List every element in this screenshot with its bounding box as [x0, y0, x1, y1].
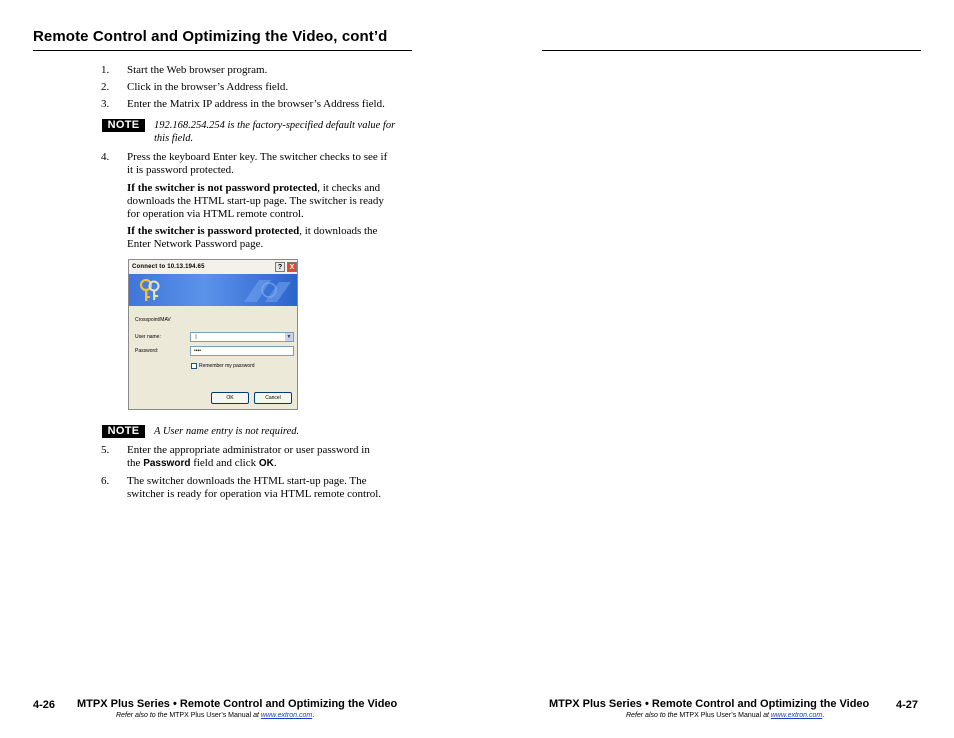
user-name-label: User name: — [135, 334, 161, 340]
close-icon[interactable]: X — [287, 262, 297, 272]
password-value: •••• — [194, 348, 202, 354]
step-number: 2. — [101, 81, 110, 93]
step-number: 4. — [101, 151, 110, 163]
paragraph-line: for operation via HTML remote control. — [127, 208, 304, 220]
footer-title-right: MTPX Plus Series • Remote Control and Optimizing the Video — [549, 698, 870, 710]
step-text: Enter the Matrix IP address in the browser’s Address field. — [127, 98, 385, 110]
remember-password-label: Remember my password — [199, 363, 255, 369]
step-number: 3. — [101, 98, 110, 110]
paragraph-protected: If the switcher is password protected, it downloads the — [127, 225, 378, 237]
help-icon[interactable]: ? — [275, 262, 285, 272]
extron-link[interactable]: www.extron.com — [770, 712, 823, 719]
header-rule-right — [542, 50, 921, 51]
remember-password-checkbox[interactable] — [191, 363, 197, 369]
realm-label: Crosspoint/MAV — [135, 317, 171, 323]
header-rule-left — [33, 50, 412, 51]
step-text: switcher is ready for operation via HTML remote control. — [127, 488, 382, 500]
footer-reference-left: Refer also to the MTPX Plus User’s Manual at www.extron.com. — [116, 712, 315, 719]
step-text: The switcher downloads the HTML start-up page. The — [127, 475, 367, 487]
paragraph-line: downloads the HTML start-up page. The switcher is ready — [127, 195, 384, 207]
dialog-title: Connect to 10.13.194.65 — [129, 260, 297, 274]
step-text: Click in the browser’s Address field. — [127, 81, 289, 93]
keys-icon — [137, 277, 163, 303]
network-password-dialog — [128, 259, 298, 410]
step-text: Enter the appropriate administrator or user password in — [127, 444, 370, 456]
page-title: Remote Control and Optimizing the Video, cont’d — [33, 28, 388, 45]
step-number: 1. — [101, 64, 110, 76]
step-text: the Password field and click OK. — [127, 457, 277, 469]
password-input[interactable] — [190, 346, 294, 356]
extron-link[interactable]: www.extron.com — [260, 712, 313, 719]
user-name-input[interactable] — [190, 332, 294, 342]
user-name-value: | — [194, 334, 197, 340]
step-number: 6. — [101, 475, 110, 487]
note-badge: NOTE — [102, 425, 145, 438]
cancel-button[interactable]: Cancel — [254, 392, 292, 404]
paragraph-not-protected: If the switcher is not password protected, it checks and — [127, 182, 381, 194]
dialog-banner — [129, 274, 297, 306]
step-text: Press the keyboard Enter key. The switcher checks to see if — [127, 151, 388, 163]
password-label: Password: — [135, 348, 159, 354]
step-number: 5. — [101, 444, 110, 456]
footer-title-left: MTPX Plus Series • Remote Control and Optimizing the Video — [77, 698, 398, 710]
note-text: A User name entry is not required. — [154, 426, 300, 437]
page-number-left: 4-26 — [33, 699, 56, 711]
step-text: Start the Web browser program. — [127, 64, 268, 76]
paragraph-line: Enter Network Password page. — [127, 238, 264, 250]
note-text: this field. — [154, 133, 194, 144]
note-badge: NOTE — [102, 119, 145, 132]
ok-button[interactable]: OK — [211, 392, 249, 404]
page-number-right: 4-27 — [896, 699, 919, 711]
note-text: 192.168.254.254 is the factory-specified default value for — [154, 120, 396, 131]
banner-decoration-icon — [239, 276, 294, 304]
footer-reference-right: Refer also to the MTPX Plus User’s Manual at www.extron.com. — [626, 712, 825, 719]
chevron-down-icon[interactable]: ▼ — [286, 334, 292, 340]
step-text: it is password protected. — [127, 164, 234, 176]
